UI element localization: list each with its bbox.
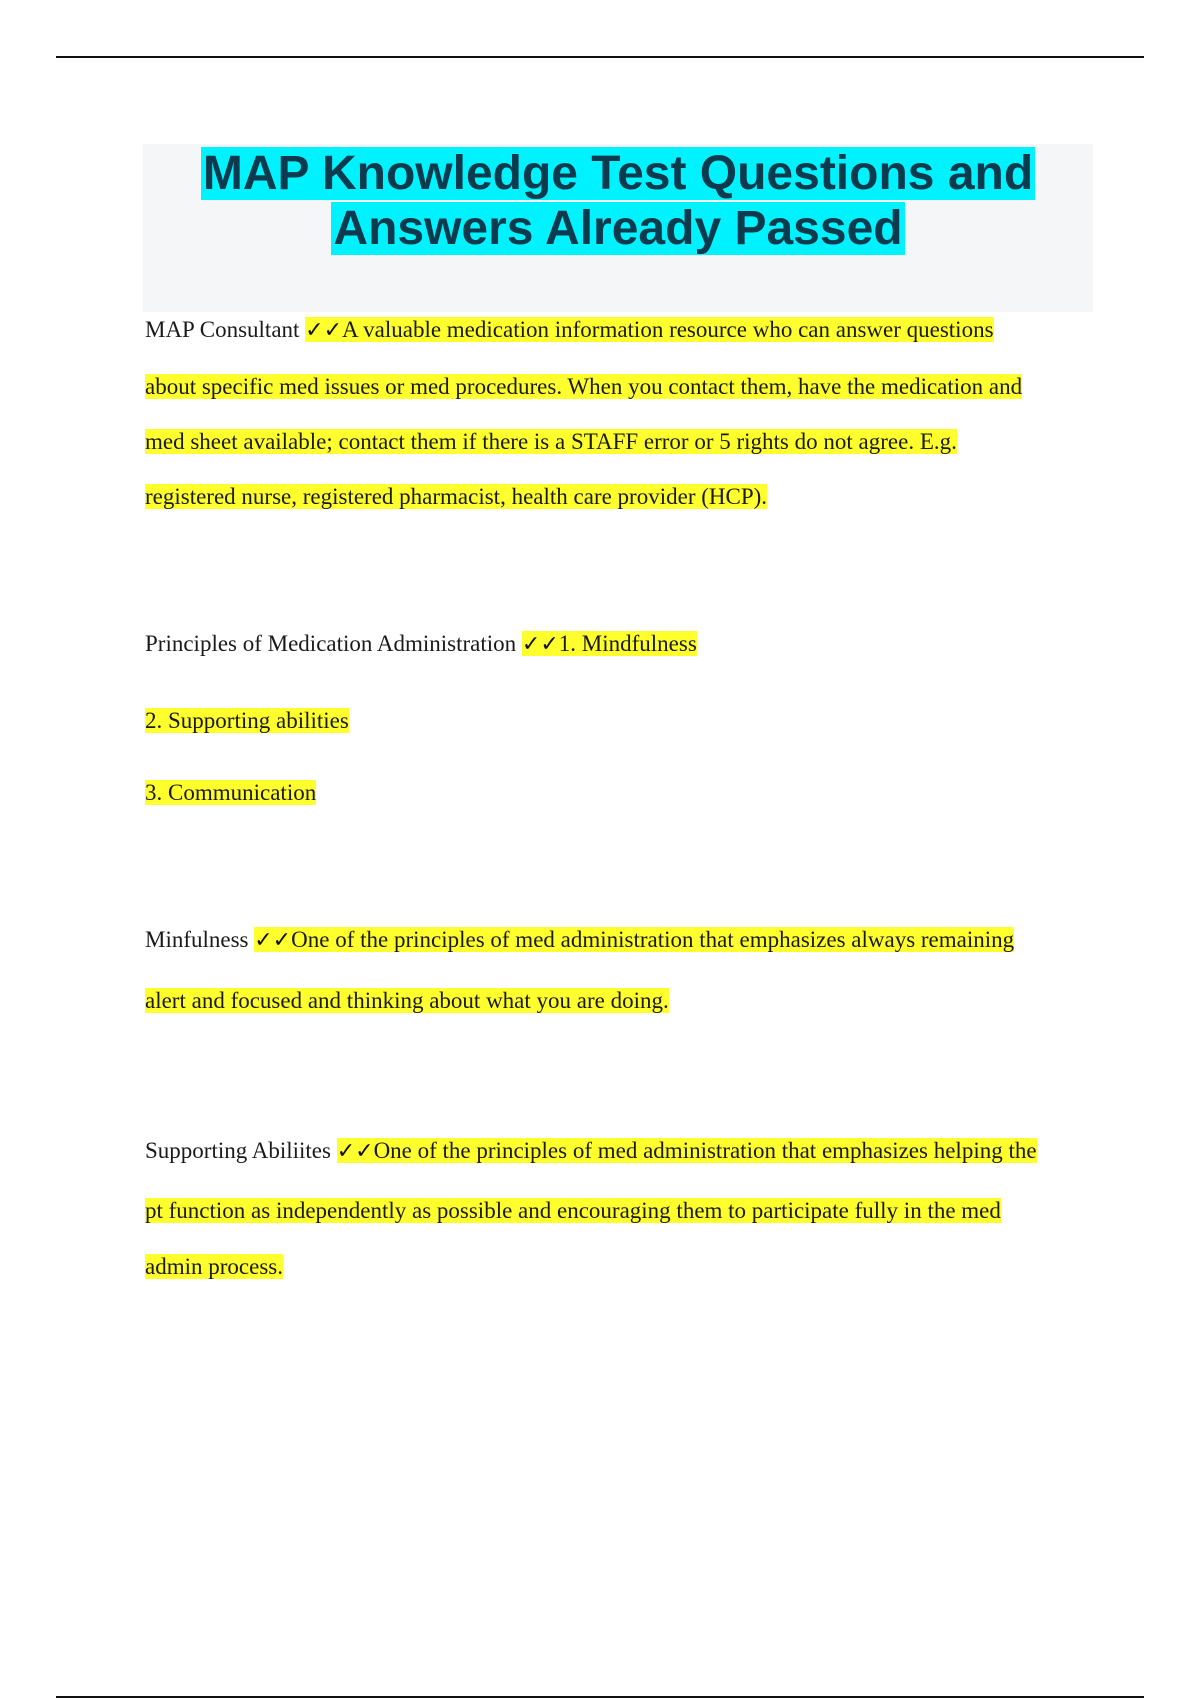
qa-answer: A valuable medication information resource who can answer questions <box>342 317 994 342</box>
qa-first-line <box>145 920 1095 981</box>
qa-answer-line: pt function as independently as possible and encouraging them to participate fully in the med <box>145 1198 1001 1223</box>
qa-answer-line: med sheet available; contact them if there is a STAFF error or 5 rights do not agree. E.g. <box>145 429 957 454</box>
qa-answer: One of the principles of med administration that emphasizes always remaining <box>291 927 1015 952</box>
qa-first-line <box>145 1131 1095 1191</box>
qa-answer-line: 2. Supporting abilities <box>145 708 349 733</box>
title-box <box>143 144 1093 312</box>
qa-answer-line: alert and focused and thinking about what you are doing. <box>145 988 669 1013</box>
check-icon: ✓✓ <box>305 318 343 343</box>
title-line-1: MAP Knowledge Test Questions and <box>202 147 1034 200</box>
document-title <box>143 144 1093 256</box>
qa-first-line <box>145 310 1095 367</box>
check-icon: ✓✓ <box>254 928 292 953</box>
qa-first-line <box>145 624 1095 701</box>
footer-rule <box>56 1696 1144 1698</box>
qa-answer-line: registered nurse, registered pharmacist, health care provider (HCP). <box>145 484 768 509</box>
qa-answer: 1. Mindfulness <box>558 631 697 656</box>
qa-entry <box>145 624 1095 830</box>
qa-term: Supporting Abiliites <box>145 1138 331 1163</box>
check-icon: ✓✓ <box>336 1139 374 1164</box>
qa-answer-line: about specific med issues or med procedures. When you contact them, have the medication and <box>145 374 1023 399</box>
qa-term: Principles of Medication Administration <box>145 631 517 656</box>
qa-answer-line: admin process. <box>145 1254 283 1279</box>
qa-term: MAP Consultant <box>145 317 300 342</box>
check-icon: ✓✓ <box>521 632 559 657</box>
qa-entry <box>145 1131 1095 1304</box>
qa-answer-line: 3. Communication <box>145 780 317 805</box>
qa-answer: One of the principles of med administration that emphasizes helping the <box>373 1138 1037 1163</box>
qa-content <box>145 310 1095 1304</box>
qa-entry <box>145 920 1095 1038</box>
qa-entry <box>145 310 1095 534</box>
qa-term: Minfulness <box>145 927 249 952</box>
header-rule <box>56 56 1144 58</box>
title-line-2: Answers Already Passed <box>333 202 903 255</box>
